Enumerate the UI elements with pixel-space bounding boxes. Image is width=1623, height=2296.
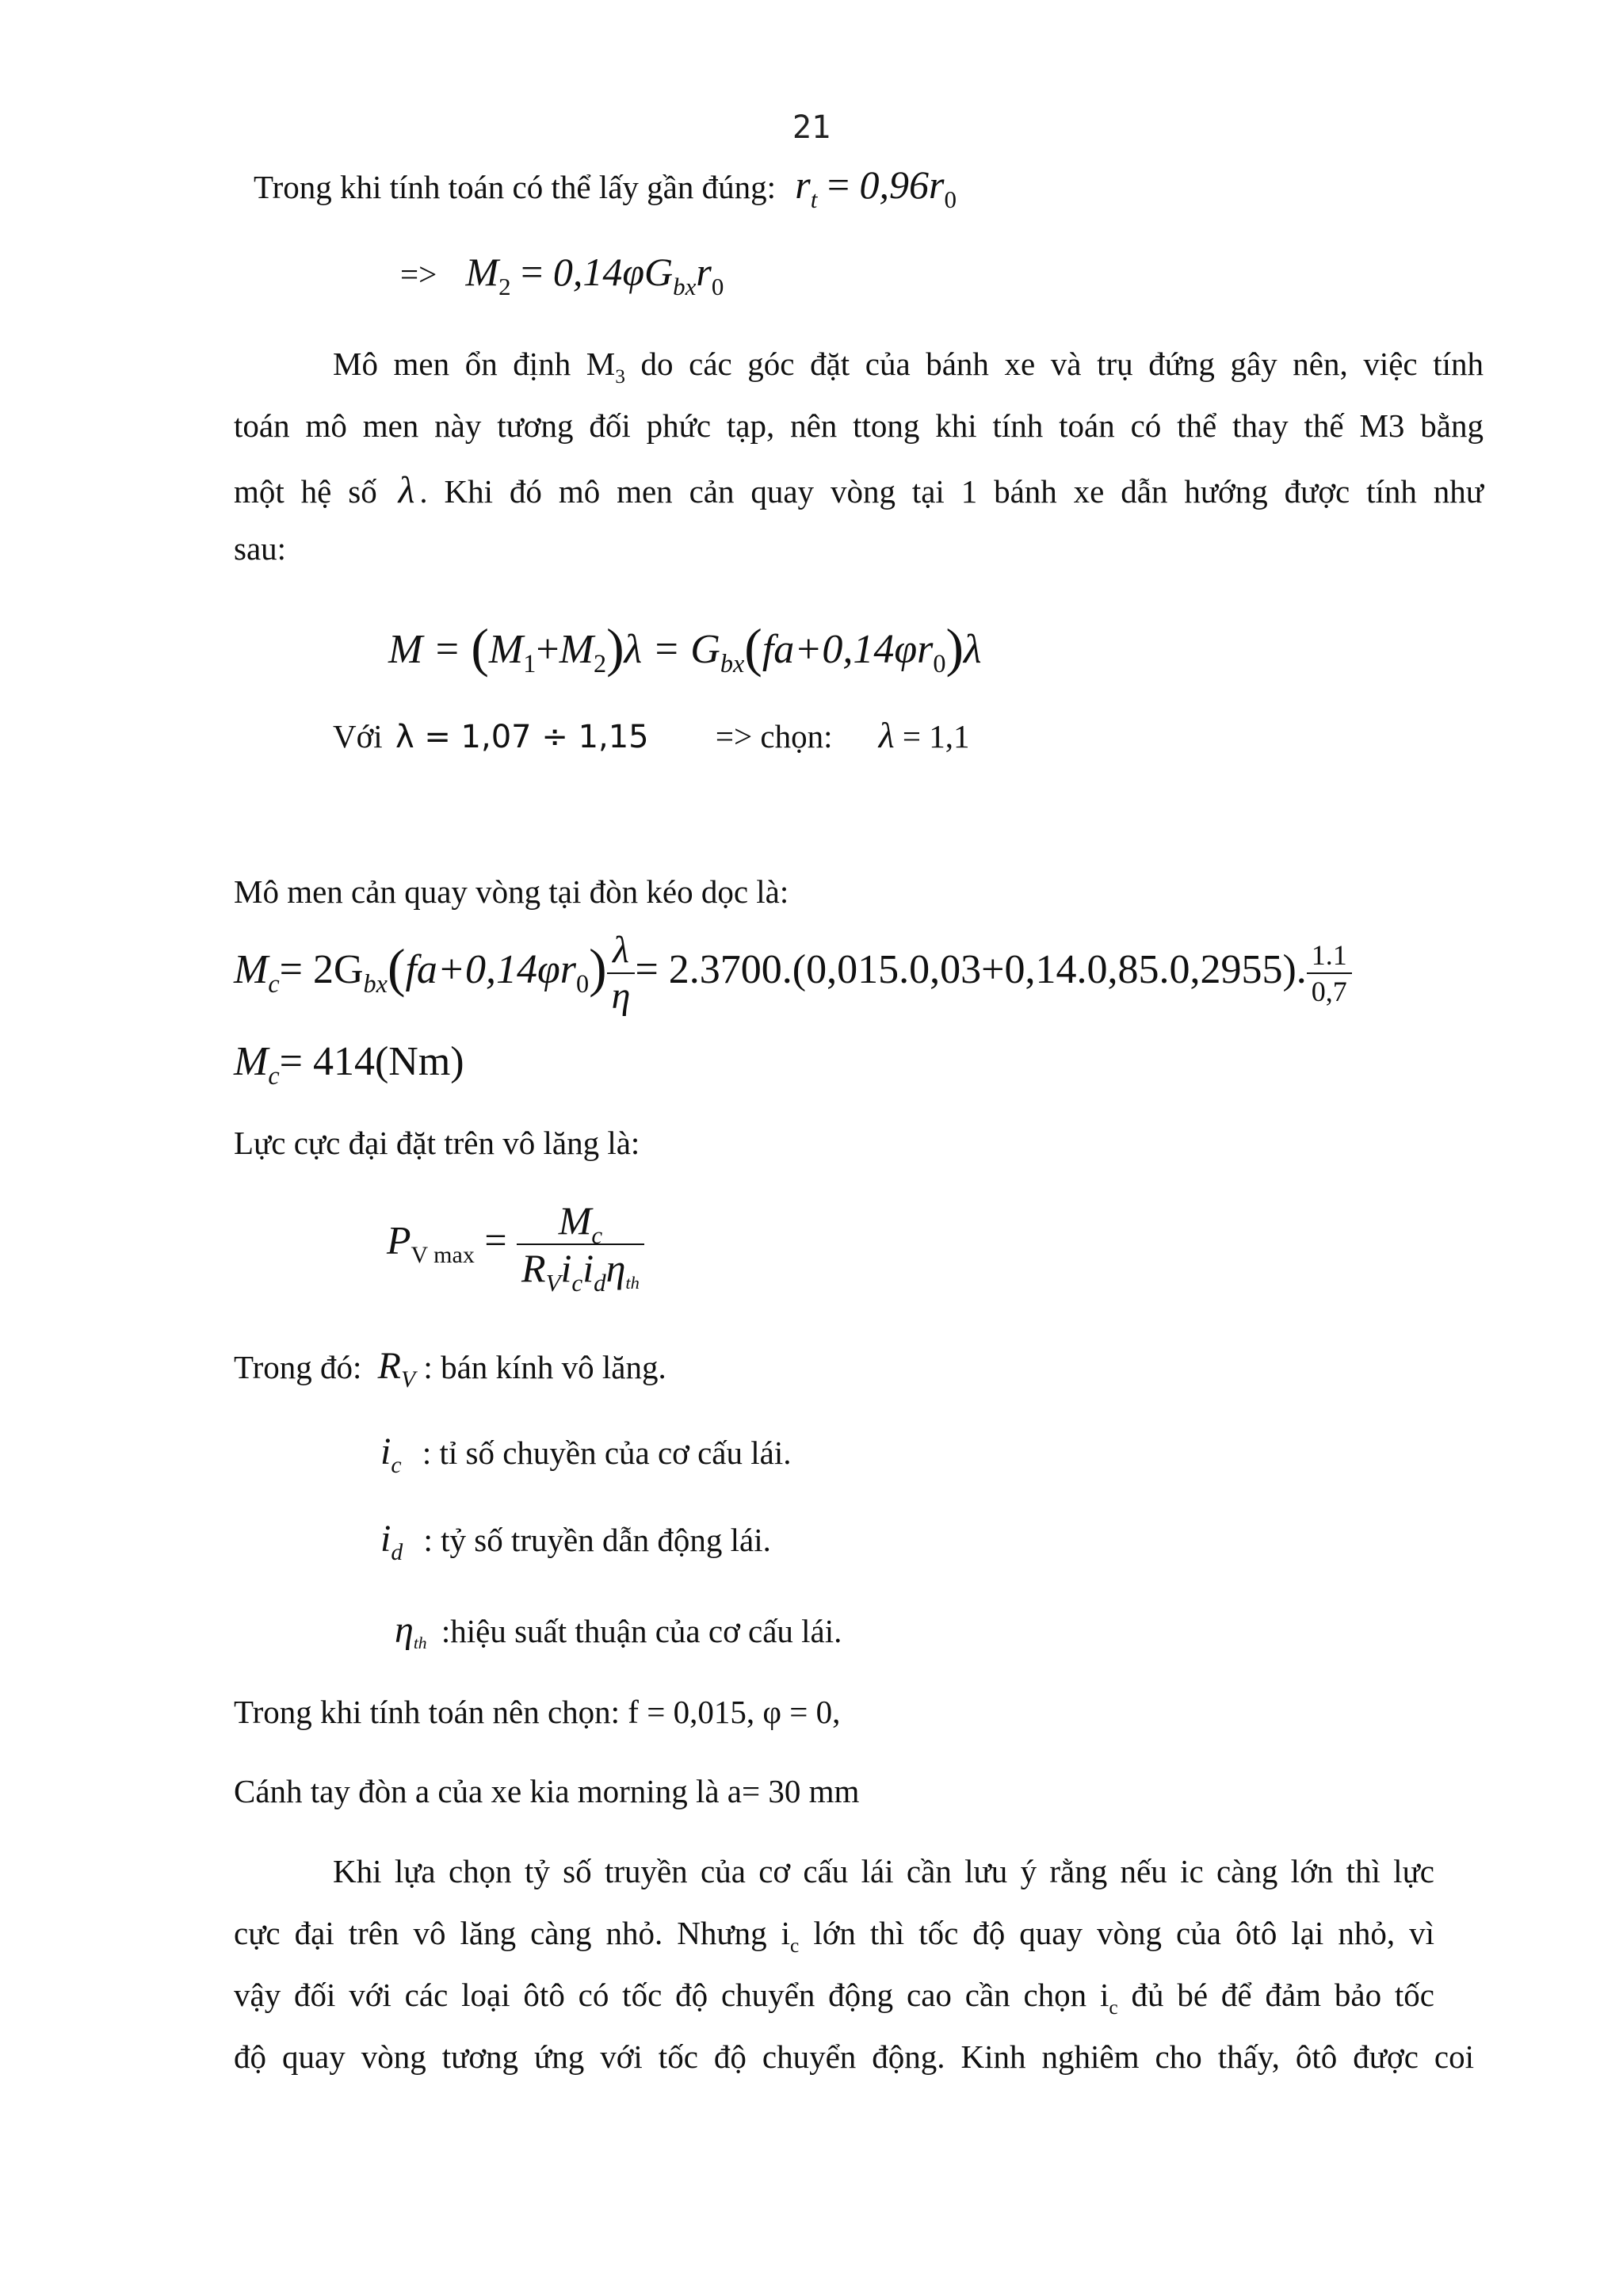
definition-rv: Trong đó: $R_V$ : bán kính vô lăng. <box>234 1345 666 1393</box>
paragraph-2-line-2: cực đại trên vô lăng càng nhỏ. Nhưng $i_c$ lớn thì tốc độ quay vòng của ôtô lại nhỏ, vì <box>234 1915 1434 1957</box>
definition-id: $i_d$ : tỷ số truyền dẫn động lái. <box>380 1518 771 1566</box>
moment-equation: $M = (M_1+M_2)\lambda = G_{bx}(fa+0,14\varphi r_0)\lambda$ <box>388 618 982 678</box>
mc-heading: Mô men cản quay vòng tại đòn kéo dọc là: <box>234 873 789 910</box>
approx-line <box>254 162 957 213</box>
pv-heading: Lực cực đại đặt trên vô lăng là: <box>234 1125 640 1161</box>
paragraph-1-line-3: một hệ số λ . Khi đó mô men cản quay vòng tại 1 bánh xe dẫn hướng được tính như <box>234 469 1484 511</box>
lambda-range-line: Với λ = 1,07 ÷ 1,15 => chọn: λ = 1,1 <box>333 715 970 755</box>
definition-eta: ηth :hiệu suất thuận của cơ cấu lái. <box>395 1609 842 1653</box>
pv-equation: $P_{V max}$ = $\frac{M_c}{R_Vi_ci_d\eta th}$ <box>387 1201 644 1288</box>
m2-equation: => $M_2 = 0,14\varphi G_{bx}r_0$ <box>400 250 724 300</box>
approx-equation: $r_t = 0,96r_0$ <box>795 162 957 213</box>
parameter-choice-line: Trong khi tính toán nên chọn: f = 0,015, φ = 0, <box>234 1694 841 1730</box>
lever-arm-line: Cánh tay đòn a của xe kia morning là a= 30 mm <box>234 1773 860 1809</box>
paragraph-2-line-4: độ quay vòng tương ứng với tốc độ chuyển động. Kinh nghiêm cho thấy, ôtô được coi <box>234 2038 1474 2075</box>
paragraph-1-line-4: sau: <box>234 530 287 567</box>
paragraph-2-line-3: vậy đối với các loại ôtô có tốc độ chuyển động cao cần chọn $i_c$ đủ bé để đảm bảo tốc <box>234 1977 1435 2019</box>
paragraph-2-line-1: Khi lựa chọn tỷ số truyền của cơ cấu lái cần lưu ý rằng nếu ic càng lớn thì lực <box>333 1853 1434 1889</box>
approx-text: Trong khi tính toán có thể lấy gần đúng: <box>254 169 776 205</box>
mc-result: $M_c= 414(Nm)$ <box>234 1039 464 1091</box>
paragraph-1-line-1: Mô men ổn định $M_3$ do các góc đặt của bánh xe và trụ đứng gây nên, việc tính <box>333 346 1484 388</box>
page-number: 21 <box>792 109 831 146</box>
definition-ic: $i_c$ : tỉ số chuyền của cơ cấu lái. <box>380 1431 792 1479</box>
mc-equation: $M_c= 2G_{bx}(fa+0,14\varphi r_0)$ $\frac{\lambda}{\eta}$ = 2.3700.(0,015.0,03+0,14.0,85.0,2955). $\frac{1.1}{0,7}$ <box>234 931 1352 1015</box>
paragraph-1-line-2: toán mô men này tương đối phức tạp, nên ttong khi tính toán có thể thay thế M3 bằng <box>234 407 1484 444</box>
